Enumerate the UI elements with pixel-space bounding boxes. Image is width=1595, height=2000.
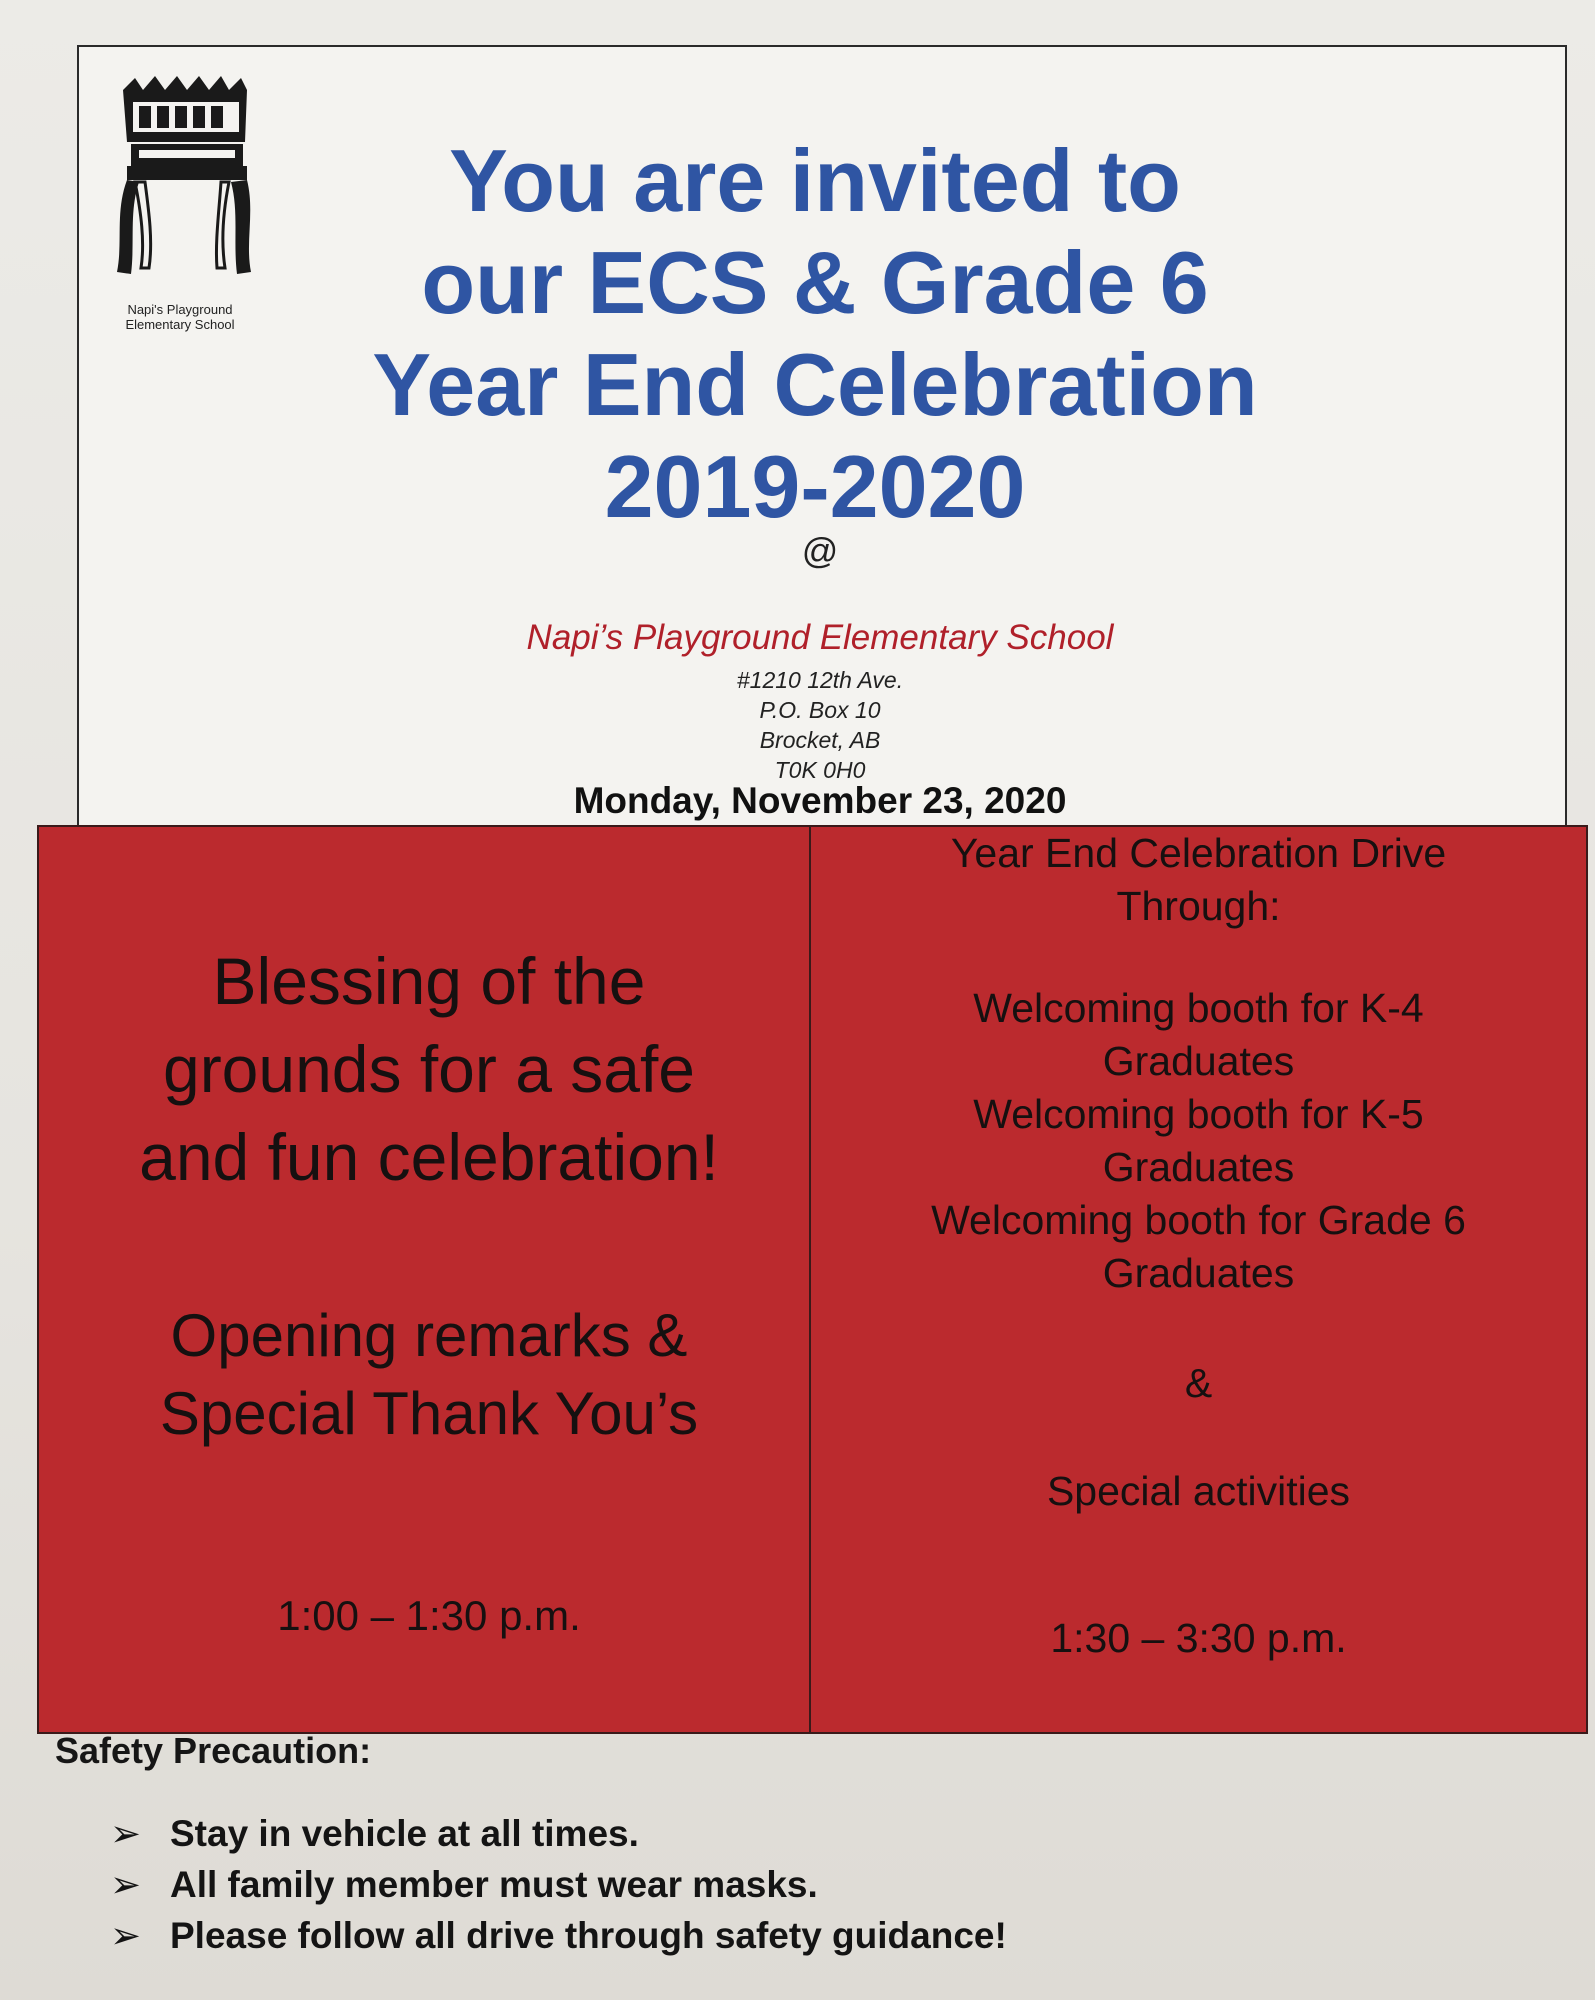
school-address xyxy=(600,665,1040,785)
blessing-line-2: grounds for a safe xyxy=(163,1032,695,1106)
list-item xyxy=(110,1859,1007,1910)
left-red-panel xyxy=(37,825,813,1734)
right-time: 1:30 – 3:30 p.m. xyxy=(1050,1615,1347,1661)
opening-line-1: Opening remarks & xyxy=(170,1302,688,1369)
safety-list xyxy=(110,1808,1007,1961)
event-date: Monday, November 23, 2020 xyxy=(573,780,1067,821)
arrow-bullet-icon: ➢ xyxy=(110,1864,142,1905)
address-line-3: Brocket, AB xyxy=(759,727,881,753)
safety-item-1: Stay in vehicle at all times. xyxy=(170,1813,639,1854)
right-red-panel xyxy=(809,825,1588,1734)
heading-line-2: Through: xyxy=(1116,883,1281,929)
arrow-bullet-icon: ➢ xyxy=(110,1915,142,1956)
title-line-3: Year End Celebration xyxy=(372,335,1258,434)
list-item xyxy=(110,1910,1007,1961)
booth-line-1: Welcoming booth for K-4 xyxy=(973,985,1424,1031)
address-line-4: T0K 0H0 xyxy=(774,757,866,783)
blessing-text xyxy=(79,937,779,1201)
opening-remarks-text xyxy=(79,1297,779,1453)
headdress-logo-icon xyxy=(105,72,255,302)
school-logo xyxy=(95,72,265,342)
address-line-2: P.O. Box 10 xyxy=(759,697,881,723)
logo-caption-line1: Napi's Playground xyxy=(127,302,233,317)
special-activities: Special activities xyxy=(1046,1468,1351,1514)
booth-line-3: Welcoming booth for K-5 xyxy=(973,1091,1424,1137)
safety-item-2: All family member must wear masks. xyxy=(170,1864,818,1905)
booth-line-6: Graduates xyxy=(1102,1250,1295,1296)
left-time: 1:00 – 1:30 p.m. xyxy=(277,1592,581,1639)
arrow-bullet-icon: ➢ xyxy=(110,1813,142,1854)
school-name: Napi’s Playground Elementary School xyxy=(526,618,1114,657)
ampersand: & xyxy=(1184,1360,1213,1406)
drive-through-heading xyxy=(831,827,1566,933)
at-symbol: @ xyxy=(801,530,839,571)
list-item xyxy=(110,1808,1007,1859)
booth-line-5: Welcoming booth for Grade 6 xyxy=(931,1197,1466,1243)
opening-line-2: Special Thank You’s xyxy=(159,1380,699,1447)
title-line-4: 2019-2020 xyxy=(604,437,1026,536)
logo-caption-line2: Elementary School xyxy=(125,317,235,332)
address-line-1: #1210 12th Ave. xyxy=(736,667,904,693)
heading-line-1: Year End Celebration Drive xyxy=(950,830,1447,876)
blessing-line-3: and fun celebration! xyxy=(139,1120,719,1194)
booth-line-2: Graduates xyxy=(1102,1038,1295,1084)
safety-item-3: Please follow all drive through safety guidance! xyxy=(170,1915,1007,1956)
blessing-line-1: Blessing of the xyxy=(212,944,646,1018)
booth-list xyxy=(831,982,1566,1300)
title-line-1: You are invited to xyxy=(449,131,1181,230)
safety-heading: Safety Precaution: xyxy=(55,1730,372,1771)
title-line-2: our ECS & Grade 6 xyxy=(421,233,1209,332)
booth-line-4: Graduates xyxy=(1102,1144,1295,1190)
invitation-title xyxy=(300,130,1330,538)
